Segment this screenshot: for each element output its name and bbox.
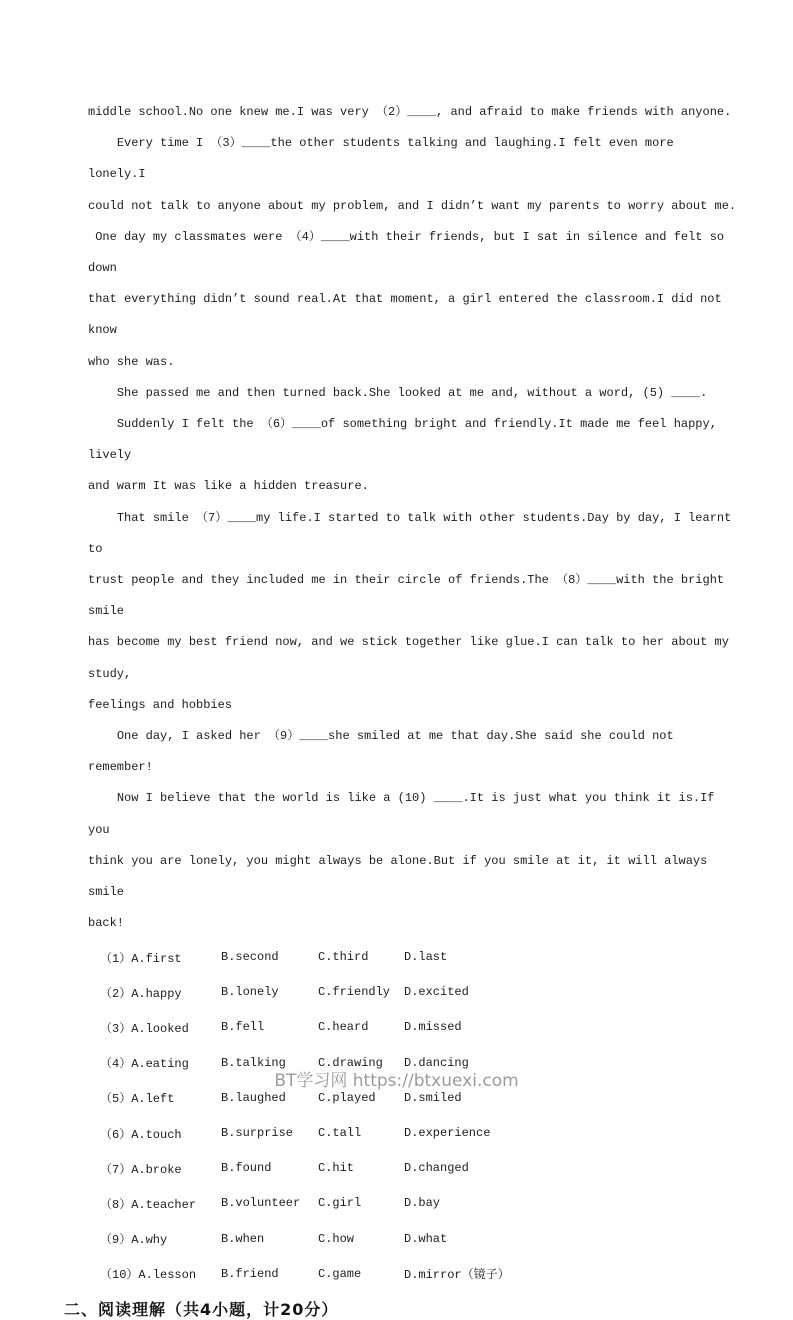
- passage-line: That smile （7）____my life.I started to talk with other students.Day by day, I learnt to: [88, 510, 739, 556]
- option-c: C.played: [318, 1090, 376, 1105]
- passage-line: think you are lonely, you might always be alone.But if you smile at it, it will always smile: [88, 853, 715, 900]
- passage-line: One day my classmates were （4）____with their friends, but I sat in silence and felt so down: [88, 229, 732, 276]
- option-number: （6）: [100, 1127, 132, 1142]
- option-b: B.surprise: [221, 1126, 294, 1141]
- option-number-and-a: [100, 1195, 221, 1212]
- option-b: B.talking: [221, 1055, 286, 1070]
- option-c: C.drawing: [318, 1055, 383, 1070]
- option-b: B.second: [221, 950, 279, 965]
- option-d: D.excited: [404, 985, 469, 1000]
- option-c: C.hit: [318, 1161, 355, 1176]
- option-d: D.bay: [404, 1196, 441, 1211]
- option-number-and-a: [100, 1125, 221, 1142]
- option-number: （5）: [100, 1092, 132, 1107]
- option-number-and-a: [100, 949, 221, 966]
- passage-line: could not talk to anyone about my problem, and I didn’t want my parents to worry about me.: [88, 198, 737, 213]
- option-row-7: [100, 1151, 753, 1186]
- passage-line: feelings and hobbies: [88, 697, 233, 712]
- option-number-and-a: [100, 1019, 221, 1036]
- passage-line: Every time I （3）____the other students talking and laughing.I felt even more lonely.I: [88, 136, 681, 182]
- option-d: D.missed: [404, 1020, 462, 1035]
- option-number: （1）: [100, 951, 132, 966]
- option-a: A.why: [131, 1233, 168, 1248]
- option-number: （8）: [100, 1197, 132, 1212]
- option-a: A.eating: [131, 1057, 189, 1072]
- option-row-3: [100, 1010, 753, 1045]
- option-c: C.heard: [318, 1020, 369, 1035]
- option-number: （10）: [100, 1268, 139, 1283]
- passage-line: who she was.: [88, 354, 175, 369]
- option-row-6: [100, 1115, 753, 1150]
- section-heading: 二、阅读理解（共4小题，计20分）: [64, 1300, 339, 1320]
- option-b: B.friend: [221, 1266, 279, 1281]
- option-row-1: [100, 939, 753, 974]
- option-d: D.what: [404, 1231, 448, 1246]
- option-c: C.tall: [318, 1126, 362, 1141]
- option-c: C.game: [318, 1266, 362, 1281]
- passage-line: back!: [88, 916, 125, 931]
- option-number: （7）: [100, 1162, 132, 1177]
- option-a: A.first: [131, 951, 182, 966]
- passage-line: and warm It was like a hidden treasure.: [88, 479, 369, 494]
- passage-line: that everything didn’t sound real.At that moment, a girl entered the classroom.I did not know: [88, 292, 729, 338]
- option-number: （3）: [100, 1021, 132, 1036]
- option-c: C.girl: [318, 1196, 362, 1211]
- option-number-and-a: [100, 1265, 221, 1282]
- passage-line: Suddenly I felt the （6）____of something bright and friendly.It made me feel happy, lively: [88, 417, 725, 463]
- option-a: A.teacher: [131, 1197, 197, 1212]
- option-d: D.mirror（镜子）: [404, 1268, 510, 1283]
- option-b: B.found: [221, 1161, 272, 1176]
- option-b: B.laughed: [221, 1090, 286, 1105]
- option-a: A.touch: [131, 1127, 182, 1142]
- passage-line: has become my best friend now, and we stick together like glue.I can talk to her about my study,: [88, 635, 737, 681]
- option-d: D.last: [404, 950, 448, 965]
- option-a: A.left: [131, 1092, 175, 1107]
- option-number: （4）: [100, 1057, 132, 1072]
- option-d: D.experience: [404, 1126, 491, 1141]
- option-a: A.happy: [131, 986, 182, 1001]
- option-row-2: [100, 975, 753, 1010]
- option-b: B.when: [221, 1231, 265, 1246]
- option-b: B.volunteer: [221, 1196, 301, 1211]
- option-number-and-a: [100, 1160, 221, 1177]
- option-row-10: [100, 1256, 753, 1291]
- option-row-8: [100, 1186, 753, 1221]
- option-row-9: [100, 1221, 753, 1256]
- option-d: D.changed: [404, 1161, 469, 1176]
- passage-line: Now I believe that the world is like a (10) ____.It is just what you think it is.If you: [88, 791, 722, 837]
- option-b: B.fell: [221, 1020, 265, 1035]
- option-c: C.friendly: [318, 985, 391, 1000]
- option-number-and-a: [100, 1089, 221, 1106]
- passage-line: trust people and they included me in their circle of friends.The （8）____with the bright smile: [88, 573, 732, 619]
- passage-line: middle school.No one knew me.I was very （2）____, and afraid to make friends with anyone.: [88, 105, 732, 119]
- option-number-and-a: [100, 1230, 221, 1247]
- option-d: D.dancing: [404, 1055, 469, 1070]
- option-b: B.lonely: [221, 985, 279, 1000]
- passage-line: She passed me and then turned back.She looked at me and, without a word, (5) ____.: [88, 385, 708, 400]
- option-number-and-a: [100, 984, 221, 1001]
- site-watermark: BT学习网 https://btxuexi.com: [274, 1071, 519, 1091]
- passage-line: One day, I asked her （9）____she smiled at me that day.She said she could not remember!: [88, 729, 681, 775]
- option-c: C.how: [318, 1231, 355, 1246]
- option-a: A.looked: [131, 1021, 189, 1036]
- option-a: A.lesson: [138, 1268, 197, 1283]
- option-d: D.smiled: [404, 1090, 462, 1105]
- option-number: （9）: [100, 1233, 132, 1248]
- choice-options-list: [100, 939, 753, 1291]
- option-a: A.broke: [131, 1162, 182, 1177]
- option-number: （2）: [100, 986, 132, 1001]
- cloze-passage: [88, 97, 737, 939]
- option-c: C.third: [318, 950, 369, 965]
